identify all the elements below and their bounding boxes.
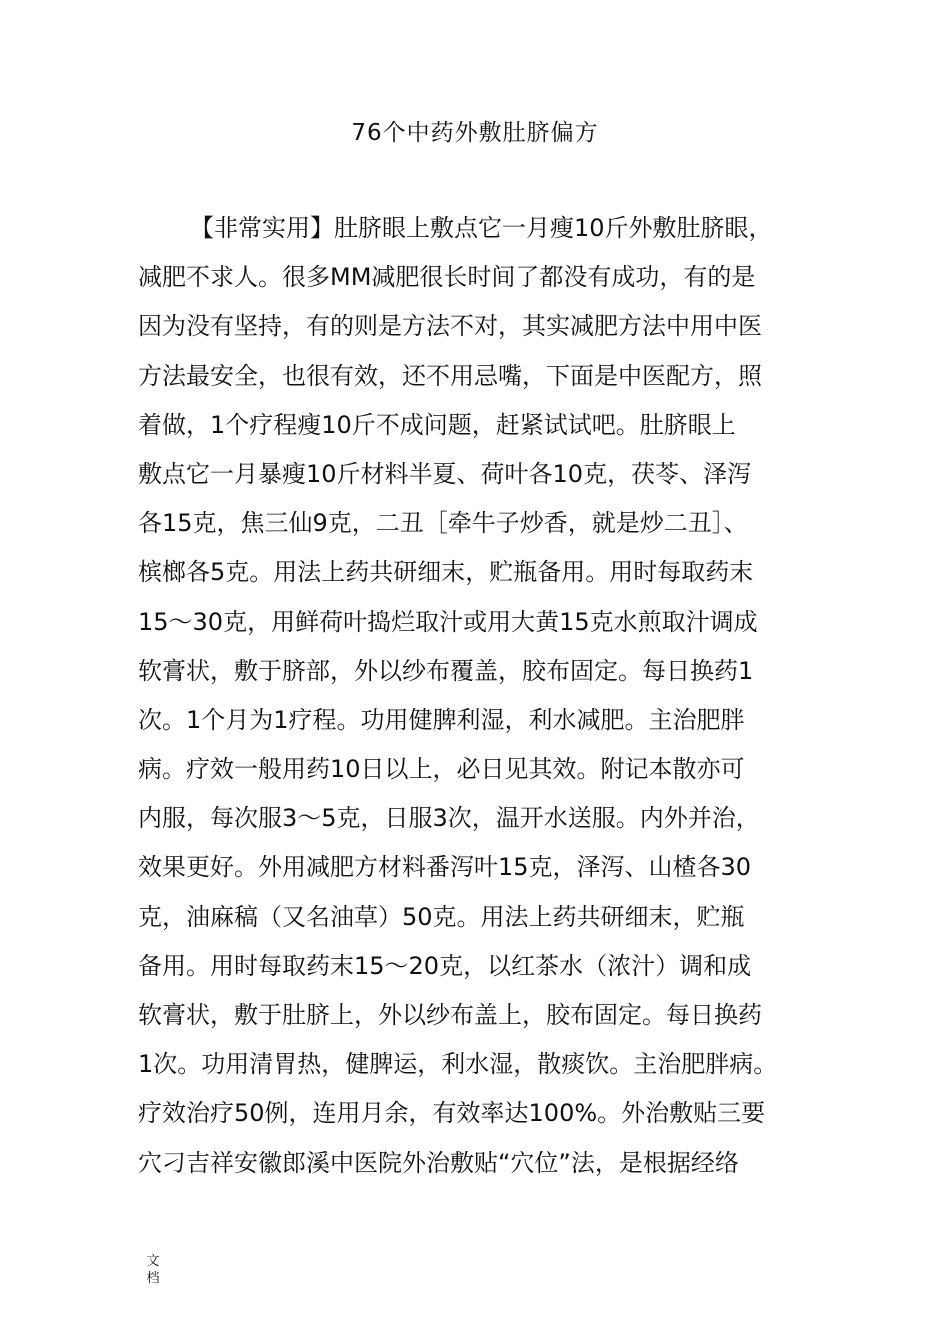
body-line: 克，油麻稿（又名油草）50克。用法上药共研细末，贮瓶 — [138, 902, 745, 931]
document-body — [138, 204, 818, 1188]
body-line: 1次。功用清胃热，健脾运，利水湿，散痰饮。主治肥胖病。 — [138, 1050, 778, 1079]
body-line: 次。1个月为1疗程。功用健脾利湿，利水减肥。主治肥胖 — [138, 705, 745, 734]
body-line: 内服，每次服3～5克，日服3次，温开水送服。内外并治， — [138, 804, 760, 833]
body-line: 各15克，焦三仙9克，二丑［牵牛子炒香，就是炒二丑］、 — [138, 509, 748, 538]
body-line: 穴刁吉祥安徽郎溪中医院外治敷贴“穴位”法，是根据经络 — [138, 1148, 739, 1177]
body-line: 软膏状，敷于肚脐上，外以纱布盖上，胶布固定。每日换药 — [138, 1001, 762, 1029]
body-line: 疗效治疗50例，连用月余，有效率达100%。外治敷贴三要 — [138, 1099, 766, 1128]
body-line: 着做，1个疗程瘦10斤不成问题，赶紧试试吧。肚脐眼上 — [138, 410, 736, 439]
body-line: 病。疗效一般用药10日以上，必日见其效。附记本散亦可 — [138, 755, 745, 784]
document-title: 76个中药外敷肚脐偏方 — [351, 120, 599, 146]
body-line: 软膏状，敷于脐部，外以纱布覆盖，胶布固定。每日换药1 — [138, 656, 754, 685]
body-line: 减肥不求人。很多MM减肥很长时间了都没有成功，有的是 — [138, 263, 756, 292]
body-line: 敷点它一月暴瘦10斤材料半夏、荷叶各10克，茯苓、泽泻 — [138, 459, 752, 488]
body-line: 效果更好。外用减肥方材料番泻叶15克，泽泻、山楂各30 — [138, 853, 752, 882]
footer-mark-line: 档 — [146, 1271, 160, 1286]
body-line: 因为没有坚持，有的则是方法不对，其实减肥方法中用中医 — [138, 312, 762, 341]
body-line: 备用。用时每取药末15～20克，以红茶水（浓汁）调和成 — [138, 951, 752, 980]
body-line: 方法最安全，也很有效，还不用忌嘴，下面是中医配方，照 — [138, 361, 762, 390]
body-line: 15～30克，用鲜荷叶捣烂取汁或用大黄15克水煎取汁调成 — [138, 607, 758, 636]
footer-mark-line: 文 — [146, 1254, 160, 1269]
body-line: 槟榔各5克。用法上药共研细末，贮瓶备用。用时每取药末 — [138, 558, 754, 587]
body-line: 【非常实用】肚脐眼上敷点它一月瘦10斤外敷肚脐眼， — [190, 214, 773, 242]
footer-mark — [145, 1253, 161, 1287]
